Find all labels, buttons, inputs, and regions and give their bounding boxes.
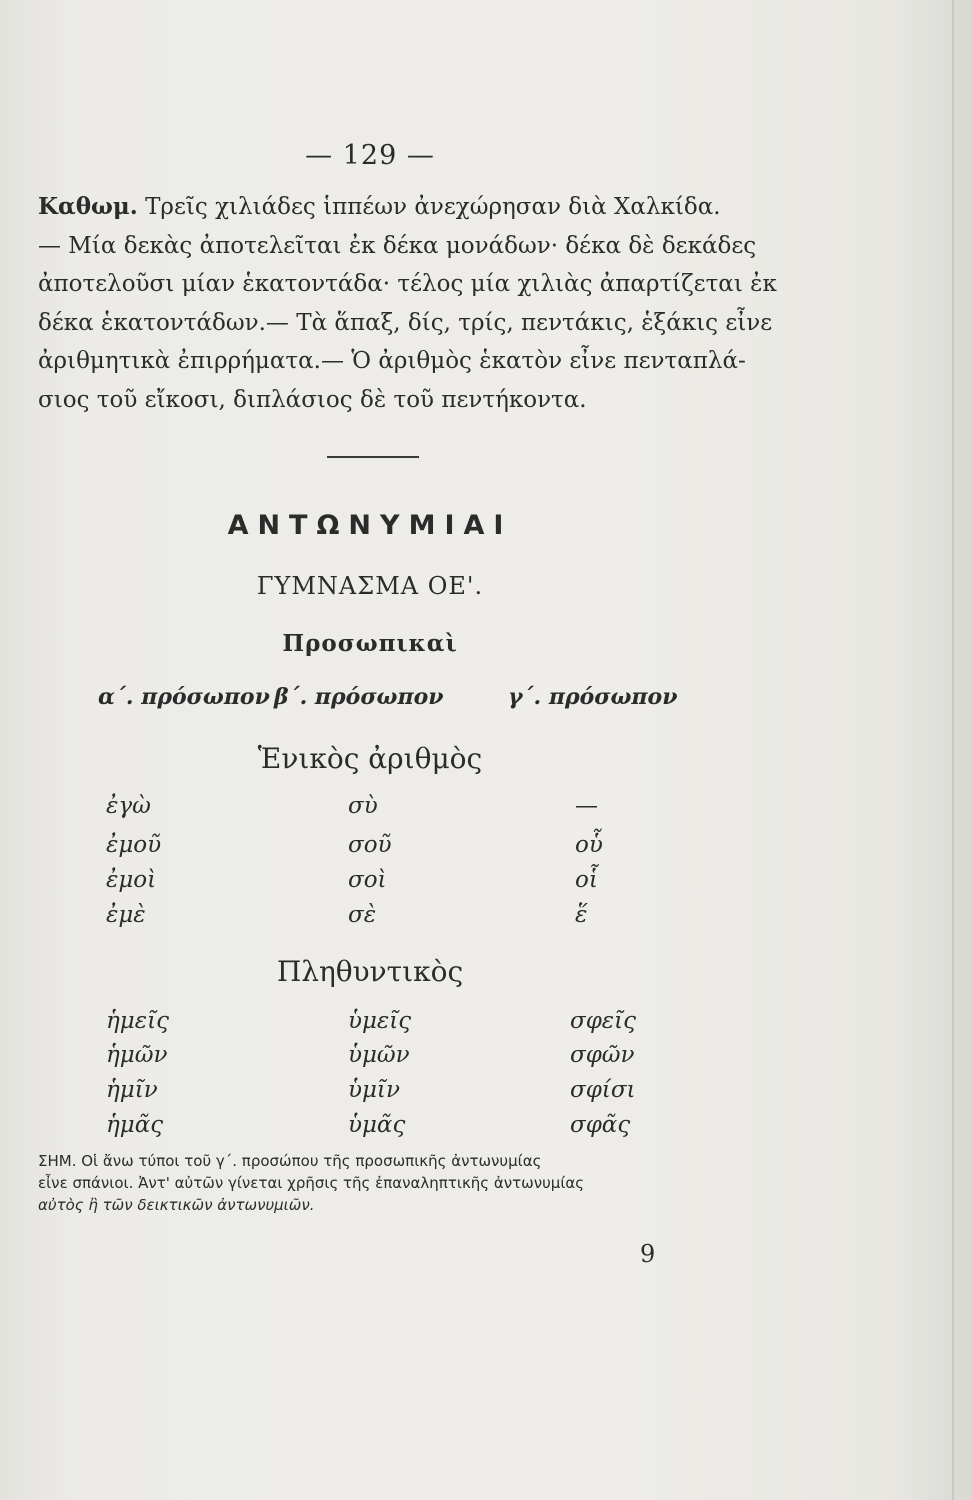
page-number: — 129 — [305, 140, 435, 171]
divider-rule [327, 456, 419, 458]
column-heading-second-person: β΄. πρόσωπον [274, 684, 444, 710]
footnote-line-1: ΣΗΜ. Οἱ ἄνω τύποι τοῦ γ΄. προσώπου τῆς προσωπικῆς ἀντωνυμίας [38, 1152, 542, 1170]
singular-title: Ἑνικὸς ἀριθμὸς [257, 742, 483, 775]
plural-cell: σφίσι [570, 1077, 636, 1103]
paragraph-lead: Καθωμ. [38, 193, 138, 220]
printer-signature: 9 [640, 1240, 656, 1268]
section-title: Προσωπικαὶ [282, 630, 458, 657]
column-heading-first-person: α΄. πρόσωπον [98, 684, 270, 710]
footnote-line-2: εἶνε σπάνιοι. Ἀντ' αὐτῶν γίνεται χρῆσις τῆς ἐπαναληπτικῆς ἀντωνυμίας [38, 1174, 585, 1192]
singular-cell: ἐμοὶ [106, 867, 157, 893]
page-edge-line [952, 0, 954, 1500]
plural-cell: ὑμῖν [348, 1077, 400, 1103]
singular-cell: ἕ [575, 902, 588, 928]
plural-cell: ὑμῶν [348, 1042, 410, 1068]
plural-cell: σφῶν [570, 1042, 635, 1068]
singular-cell: σὺ [348, 793, 378, 819]
singular-cell: ἐμὲ [106, 902, 146, 928]
singular-cell: — [575, 793, 598, 819]
plural-cell: ἡμᾶς [106, 1112, 164, 1138]
chapter-heading: ΑΝΤΩΝΥΜΙΑΙ [227, 510, 513, 541]
column-heading-third-person: γ΄. πρόσωπον [508, 684, 678, 710]
paragraph-line-2: — Μία δεκὰς ἀποτελεῖται ἐκ δέκα μονάδων· δέκα δὲ δεκάδες [38, 232, 757, 259]
paragraph-line-1 [38, 188, 728, 227]
singular-cell: οἷ [575, 867, 598, 893]
singular-cell: σὲ [348, 902, 377, 928]
paragraph-line-5: ἀριθμητικὰ ἐπιρρήματα.— Ὁ ἀριθμὸς ἑκατὸν εἶνε πενταπλά- [38, 348, 746, 375]
footnote-line-3: αὐτὸς ἢ τῶν δεικτικῶν ἀντωνυμιῶν. [38, 1196, 315, 1214]
plural-cell: σφεῖς [570, 1008, 637, 1034]
singular-cell: ἐμοῦ [106, 832, 162, 858]
plural-cell: ἡμῖν [106, 1077, 158, 1103]
footnote [38, 1150, 728, 1216]
plural-cell: ὑμᾶς [348, 1112, 406, 1138]
exercise-heading: ΓΥΜΝΑΣΜΑ ΟΕ'. [256, 572, 484, 600]
plural-cell: ἡμεῖς [106, 1008, 169, 1034]
plural-cell: σφᾶς [570, 1112, 631, 1138]
paragraph-line-4: δέκα ἑκατοντάδων.— Τὰ ἅπαξ, δίς, τρίς, πεντάκις, ἑξάκις εἶνε [38, 309, 773, 336]
exercise-paragraph [38, 188, 777, 420]
singular-cell: ἐγὼ [106, 793, 151, 819]
plural-title: Πληθυντικὸς [276, 955, 464, 988]
singular-cell: σοὶ [348, 867, 387, 893]
paragraph-line-1-text: Τρεῖς χιλιάδες ἱππέων ἀνεχώρησαν διὰ Χαλκίδα. [137, 194, 721, 220]
singular-cell: σοῦ [348, 832, 392, 858]
plural-cell: ὑμεῖς [348, 1008, 412, 1034]
plural-cell: ἡμῶν [106, 1042, 168, 1068]
paragraph-line-6: σιος τοῦ εἴκοσι, διπλάσιος δὲ τοῦ πεντήκοντα. [38, 386, 587, 413]
singular-cell: οὗ [575, 832, 603, 858]
paragraph-line-3: ἀποτελοῦσι μίαν ἑκατοντάδα· τέλος μία χιλιὰς ἀπαρτίζεται ἐκ [38, 271, 777, 298]
